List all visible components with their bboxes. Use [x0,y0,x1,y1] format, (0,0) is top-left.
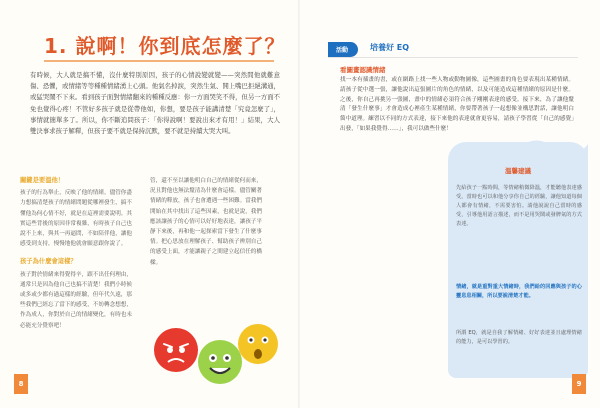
tips-paragraph-1: 先給孩子一點時間，等情緒稍微降溫，才能聽他表達感受。當時也可以和他分享你自己的經驗，讓他知道每個人都會有情緒，不需要害怕。請他說說自己當時的感受，引導他用語言描述，而不是用哭鬧或發脾氣的方式表達。 [456,185,582,227]
subheading-why: 孩子為什麼會這樣？ [20,258,77,266]
left-column-2 [150,176,262,268]
angry-face-icon [154,328,198,372]
column-1-text-2: 孩子對於情緒來得覺得辛，跟不出任何理由，通常只是因為他自己也搞不清楚！我們小時候或多或少都有過這樣的經驗，但年代久遠，那些我們已經忘了當下的感受，不妨轉念想想，作為成人，你對於自己的情緒變化，有時也未必能充分覺察吧！ [20,271,132,329]
title-underline [44,60,274,62]
subheading-key: 關鍵是要溫他！ [20,177,65,184]
section-heading: 看圖畫認識情緒 [340,66,386,74]
activity-tag: 活動 [328,42,358,57]
tips-paragraph-2: 情緒，就是重對重大情緒時，我們給的回應與孩子的心靈息息相關，所以要說清楚才能。 [456,284,582,299]
tips-paragraph-3: 所謂 EQ，就是自我了解情緒、好好表達並且處理情緒的能力，是可以學習的。 [456,330,582,345]
right-page [300,0,600,408]
activity-title: 培養好 EQ [370,43,410,52]
title-wrap [44,30,285,59]
intro-paragraph: 有時候，大人就是搞不懂，沒什麼特別原因，孩子的心情說變就變——突然間他就難意傷、恐懼，或情緒等等種種情緒湧上心頭。他氣名掉淚，突然生氣、開上嘴巴拒絕溝通，或猛哭鬧不下來。看到孩子面對情緒翻來的種種反應：你一方面哭笑不得，但另一方面不免也覺得心疼！不管好多孩子就是從帶他如，你想，要是孩子能講清楚「究竟怎麼了」，事情就簡單多了。所以，你不斷追問孩子：「你得說啊！要說出來才有用！」結果，大人雙決事求孩子解釋，但孩子要不就是保持沉默，要不就是持續大哭大叫。 [30,71,280,136]
tips-box-wave [448,138,588,158]
activity-body: 找一本有插畫的書，或在網路上找一些人物或動物圖像，這些圖畫的角色要表現出某種情緒。請孩子從中選一張，讓他說出這張圖片的角色的情緒，以及可能造成這種情緒的原因是什麼。之後，你自己再挑另一張圖，畫中的情緒必須符合孩子剛剛表達的感受。接下來，為了讓他釐清「發生什麼事」才會造成心裡產生某種情緒，你要帶著孩子一起想像並構思對話，讓他明白箇中道理。練習以不同的方式表達，接下來他的表達就會更容易，請孩子學習從「自己的感覺」出發，「如果我覺得……」，我可以做些什麼！ [340,77,574,132]
activity-divider [328,57,578,58]
page-number-left: 8 [14,374,28,394]
surprised-face-icon [238,324,278,364]
column-1-text-1: 孩子的行為舉止，反映了他的情緒。儘管你盡力想搞清楚孩子的情緒問題從哪裡發生，搞不懂他為何心情不好，就是在這裡需要說明。其實這些背後的原因非常複雜，有時孩子自己也說不上來，與其一再逼問，不如陪伴他，讓他感受到支持，慢慢地他就會願意跟你說了。 [20,190,132,248]
left-column-1 [20,176,132,331]
emotion-faces-illustration [148,300,288,400]
page-title: 1. 說啊！你到底怎麼了？ [44,34,286,58]
happy-face-icon [198,340,242,384]
page-number-right: 9 [572,374,586,394]
tips-title: 溫馨建議 [505,167,531,175]
column-2-text: 管，還不至以讓他明白自己的情緒從何而來，況且對他也無法釐清為什麼會這樣。儘管關著情緒的釋放，孩子也會遭遇一些困難。當我們開始在其中找出了這些因素，也就是說，我們應該讓孩子的心情可以好好地表達，讓孩子平靜下來後，再和他一起探索當下發生了什麼事情。把心思放在理解孩子、幫助孩子辨別自己的感受上面，才能讓親子之間建立起信任的橋樑。 [150,178,262,266]
